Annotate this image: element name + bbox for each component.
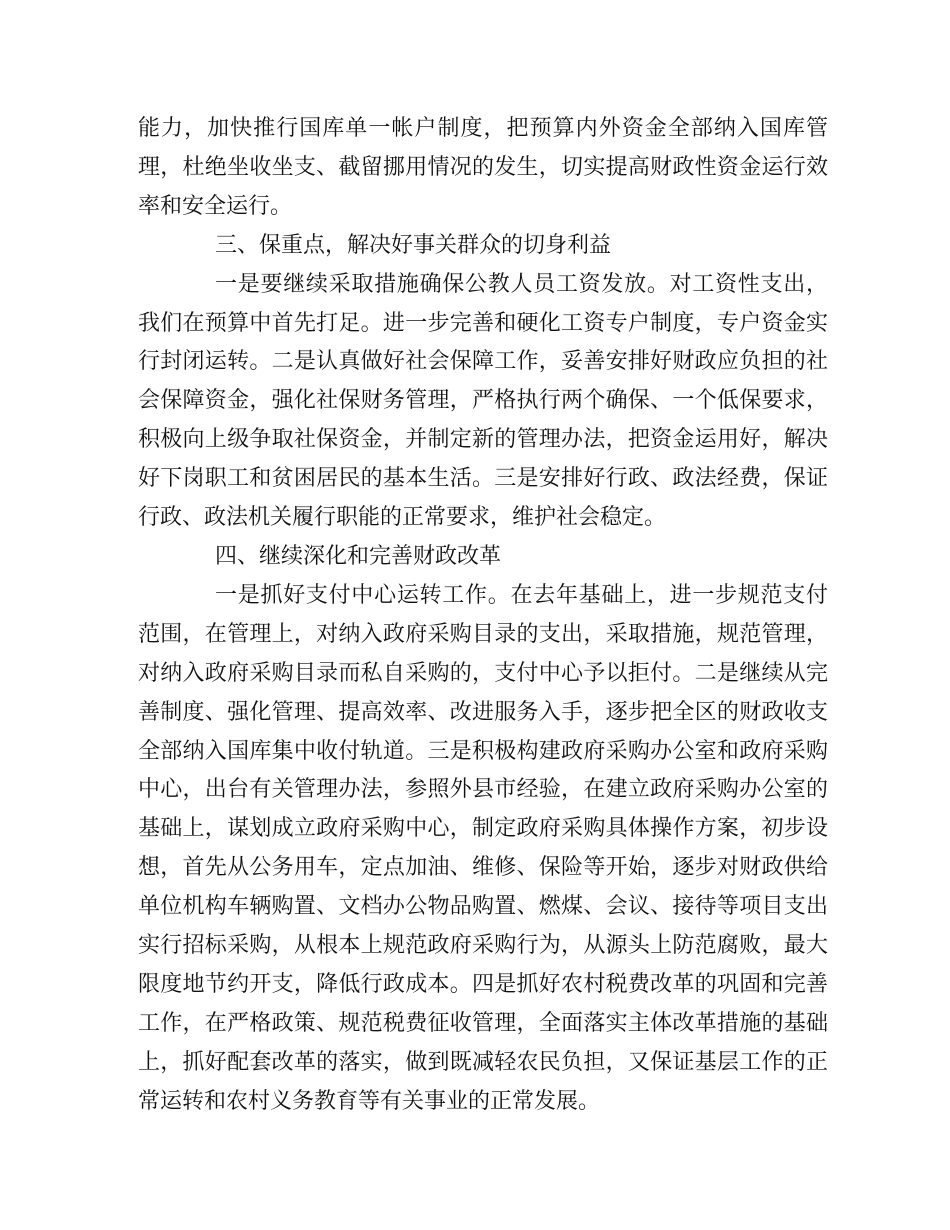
section-heading-four: 四、继续深化和完善财政改革 — [215, 543, 502, 569]
paragraph-wages-social-security: 一是要继续采取措施确保公教人员工资发放。对工资性支出，我们在预算中首先打足。进一步完善和硬化工资专户制度，专户资金实行封闭运转。二是认真做好社会保障工作，妥善安排好财政应负担的社会保障资金，强化社保财务管理，严格执行两个确保、一个低保要求，积极向上级争取社保资金，并制定新的管理办法，把资金运用好，解决好下岗职工和贫困居民的基本生活。三是安排好行政、政法经费，保证行政、政法机关履行职能的正常要求，维护社会稳定。 — [138, 271, 828, 531]
paragraph-treasury-management: 能力，加快推行国库单一帐户制度，把预算内外资金全部纳入国库管理，杜绝坐收坐支、截留挪用情况的发生，切实提高财政性资金运行效率和安全运行。 — [138, 116, 828, 219]
document-body — [138, 110, 828, 1122]
paragraph-finance-reform: 一是抓好支付中心运转工作。在去年基础上，进一步规范支付范围，在管理上，对纳入政府采购目录的支出，采取措施，规范管理，对纳入政府采购目录而私自采购的，支付中心予以拒付。二是继续从完善制度、强化管理、提高效率、改进服务入手，逐步把全区的财政收支全部纳入国库集中收付轨道。三是积极构建政府采购办公室和政府采购中心，出台有关管理办法，参照外县市经验，在建立政府采购办公室的基础上，谋划成立政府采购中心，制定政府采购具体操作方案，初步设想，首先从公务用车，定点加油、维修、保险等开始，逐步对财政供给单位机构车辆购置、文档办公物品购置、燃煤、会议、接待等项目支出实行招标采购，从根本上规范政府采购行为，从源头上防范腐败，最大限度地节约开支，降低行政成本。四是抓好农村税费改革的巩固和完善工作，在严格政策、规范税费征收管理，全面落实主体改革措施的基础上，抓好配套改革的落实，做到既减轻农民负担，又保证基层工作的正常运转和农村义务教育等有关事业的正常发展。 — [138, 582, 828, 1114]
section-heading-three: 三、保重点，解决好事关群众的切身利益 — [215, 232, 612, 258]
